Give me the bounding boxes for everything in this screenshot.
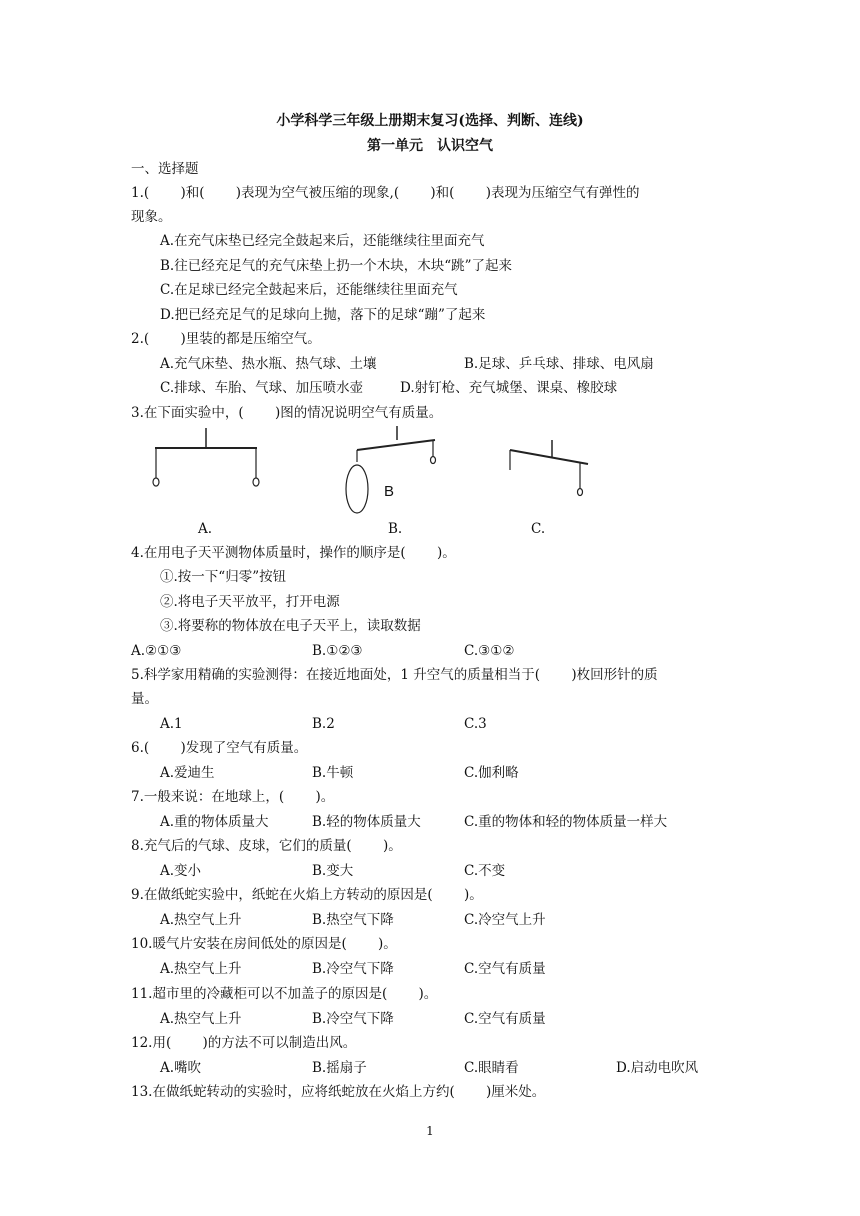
question-10-option-c: C.空气有质量 (464, 961, 546, 977)
question-1-option-d: D.把已经充足气的足球向上抛，落下的足球“蹦”了起来 (160, 307, 486, 323)
question-2-text: 2.( )里装的都是压缩空气。 (131, 331, 321, 347)
question-6-text: 6.( )发现了空气有质量。 (131, 740, 308, 756)
question-12-option-a: A.嘴吹 (160, 1060, 202, 1076)
question-12-text: 12.用( )的方法不可以制造出风。 (131, 1035, 357, 1051)
question-10-option-b: B.冷空气下降 (312, 961, 394, 977)
question-7-option-a: A.重的物体质量大 (160, 814, 269, 830)
question-9-option-a: A.热空气上升 (160, 912, 242, 928)
unit-title: 第一单元 认识空气 (367, 138, 493, 154)
question-2-option-c: C.排球、车胎、气球、加压喷水壶 (160, 380, 364, 396)
question-10-text: 10.暖气片安装在房间低处的原因是( )。 (131, 936, 397, 952)
question-1-option-b: B.往已经充足气的充气床垫上扔一个木块，木块“跳”了起来 (160, 258, 513, 274)
question-6-option-c: C.伽利略 (464, 765, 519, 781)
question-1-option-a: A.在充气床垫已经完全鼓起来后，还能继续往里面充气 (160, 233, 485, 249)
question-11-option-b: B.冷空气下降 (312, 1011, 394, 1027)
question-6-option-b: B.牛顿 (312, 765, 354, 781)
question-10-option-a: A.热空气上升 (160, 961, 242, 977)
question-5-option-a: A.1 (160, 716, 183, 732)
question-13-text: 13.在做纸蛇转动的实验时，应将纸蛇放在火焰上方约( )厘米处。 (131, 1084, 546, 1100)
question-12-option-c: C.眼睛看 (464, 1060, 519, 1076)
question-12-option-d: D.启动电吹风 (616, 1060, 699, 1076)
question-9-option-b: B.热空气下降 (312, 912, 394, 928)
document-title: 小学科学三年级上册期末复习(选择、判断、连线) (276, 113, 584, 129)
question-2-option-a: A.充气床垫、热水瓶、热气球、土壤 (160, 356, 377, 372)
question-4-option-b: B.①②③ (312, 643, 363, 659)
question-7-text: 7.一般来说：在地球上，( )。 (131, 789, 335, 805)
question-5-text-cont: 量。 (131, 691, 158, 707)
question-5-text: 5.科学家用精确的实验测得：在接近地面处，1 升空气的质量相当于( )枚回形针的质 (131, 667, 658, 683)
question-4-option-a: A.②①③ (131, 643, 182, 659)
question-8-option-b: B.变大 (312, 863, 354, 879)
question-6-option-a: A.爱迪生 (160, 765, 215, 781)
question-1-option-c: C.在足球已经完全鼓起来后，还能继续往里面充气 (160, 282, 458, 298)
question-1-text-cont: 现象。 (131, 209, 172, 225)
question-7-option-b: B.轻的物体质量大 (312, 814, 421, 830)
section-heading: 一、选择题 (131, 161, 199, 177)
question-4-step-3: ③.将要称的物体放在电子天平上，读取数据 (160, 618, 421, 634)
question-4-step-2: ②.将电子天平放平，打开电源 (160, 594, 340, 610)
question-12-option-b: B.摇扇子 (312, 1060, 367, 1076)
question-8-text: 8.充气后的气球、皮球，它们的质量( )。 (131, 838, 402, 854)
page-number: 1 (426, 1124, 434, 1138)
question-4-step-1: ①.按一下“归零”按钮 (160, 569, 287, 585)
question-3-text: 3.在下面实验中，( )图的情况说明空气有质量。 (131, 405, 443, 421)
question-5-option-c: C.3 (464, 716, 487, 732)
question-11-option-c: C.空气有质量 (464, 1011, 546, 1027)
question-4-option-c: C.③①② (464, 643, 515, 659)
question-4-text: 4.在用电子天平测物体质量时，操作的顺序是( )。 (131, 545, 456, 561)
question-1-text: 1.( )和( )表现为空气被压缩的现象,( )和( )表现为压缩空气有弹性的 (131, 185, 640, 201)
question-9-text: 9.在做纸蛇实验中，纸蛇在火焰上方转动的原因是( )。 (131, 887, 483, 903)
question-2-option-b: B.足球、乒乓球、排球、电风扇 (464, 356, 654, 372)
figure-b-balloon-label: B (384, 483, 395, 500)
balance-figure-a (140, 428, 270, 498)
question-11-option-a: A.热空气上升 (160, 1011, 242, 1027)
figure-label-c: C. (531, 521, 546, 537)
balance-figure-c (500, 440, 600, 500)
question-11-text: 11.超市里的冷藏柜可以不加盖子的原因是( )。 (131, 986, 438, 1002)
question-9-option-c: C.冷空气上升 (464, 912, 546, 928)
question-8-option-c: C.不变 (464, 863, 506, 879)
balance-figure-b (335, 422, 445, 517)
question-2-option-d: D.射钉枪、充气城堡、课桌、橡胶球 (400, 380, 618, 396)
question-5-option-b: B.2 (312, 716, 335, 732)
figure-label-a: A. (198, 521, 213, 537)
question-7-option-c: C.重的物体和轻的物体质量一样大 (464, 814, 668, 830)
figure-label-b: B. (388, 521, 403, 537)
question-8-option-a: A.变小 (160, 863, 202, 879)
